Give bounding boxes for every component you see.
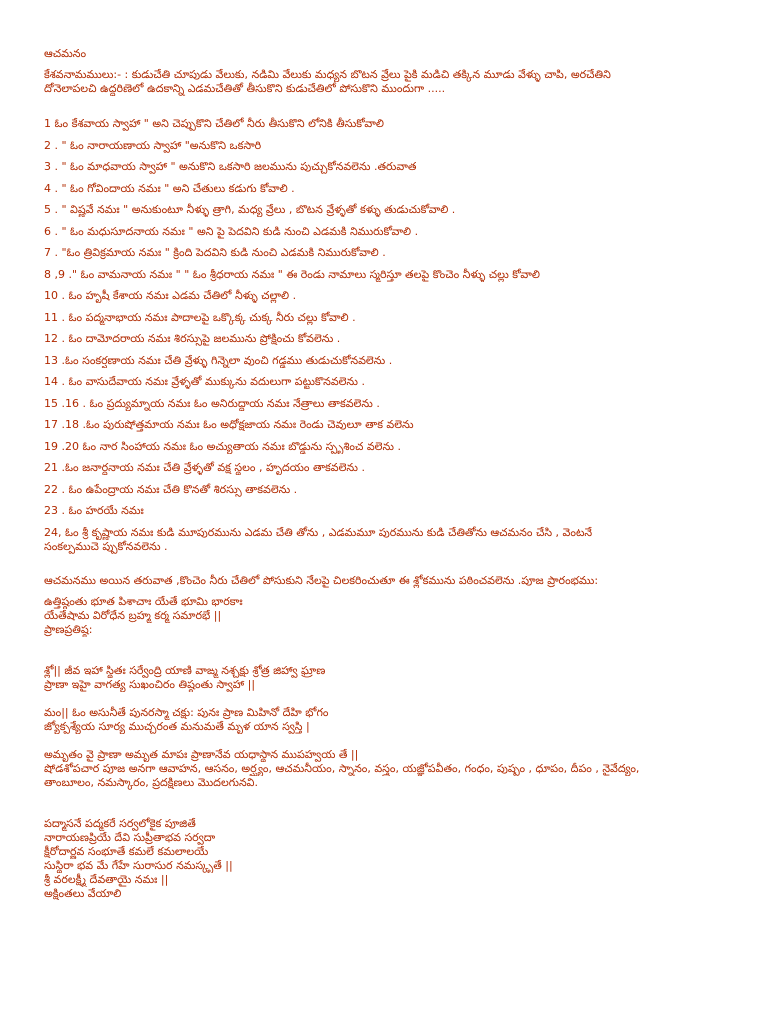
bhoota-shloka [44, 595, 734, 637]
shloka-line: ప్రాణా ఇహై వాగత్య సుఖంచిరం తిష్ఠంతు స్వాహా || [44, 677, 256, 691]
shloka-line: సుస్థిరా భవ మే గేహే సురాసుర నమస్కృతే || [44, 858, 233, 872]
step-item: 17 .18 .ఓం పురుషోత్తమాయ నమః ఓం అధోక్షజాయ నమః రెండు చెవులూ తాక వలెను [44, 418, 414, 431]
shodashopachara-line: షోడశోపచార పూజ అనగా ఆవాహన, ఆసనం, అర్ఘ్యం, ఆచమనీయం, స్నానం, వస్త్రం, యజ్ఞోపవీతం, గంధం, పుష్పం , ధూపం, దీపం , నైవేద్యం, [44, 761, 640, 775]
document-page [44, 47, 734, 901]
step-item: 12 . ఓం దామోదరాయ నమః శిరస్సుపై జలమును ప్రోక్షించు కోవలెను . [44, 332, 341, 345]
step-item: 19 .20 ఓం నార సింహాయ నమః ఓం అచ్యుతాయ నమః బొడ్డును స్పృశించ వలెను . [44, 439, 401, 453]
keshava-nama-list [44, 117, 734, 554]
after-achamanam-instruction: ఆచమనము అయిన తరువాత ,కొంచెం నీరు చేతిలో పోసుకుని నేలపై చిలకరించుతూ ఈ శ్లోకమును పఠించవలెను .పూజ ప్రారంభము: [44, 573, 599, 587]
shloka-line: మం|| ఓం అసునీతే పునరస్మా చక్షు: పునః ప్రాణ మిహినో దేహి భోగం [44, 705, 329, 719]
page-title: ఆచమనం [44, 47, 87, 60]
step-item: 3 . " ఓం మాధవాయ స్వాహా " అనుకొని ఒకసారి జలమును పుచ్చుకోనవలెను .తరువాత [44, 160, 417, 173]
shloka-line: పద్మాసనే పద్మకరే సర్వలోకైక పూజితే [44, 816, 196, 830]
step-item: 22 . ఓం ఉపేంద్రాయ నమః చేతి కొనతో శిరస్సు తాకవలెను . [44, 482, 298, 496]
step-item: 8 ,9 ." ఓం వామనాయ నమః " " ఓం శ్రీధరాయ నమః " ఈ రెండు నామాలు స్మరిస్తూ తలపై కొంచెం నీళ్ళు చల్లు కోవాలి [44, 267, 540, 281]
step-item: 15 .16 . ఓం ప్రద్యుమ్నాయ నమః ఓం అనిరుద్ధాయ నమః నేత్రాలు తాకవలెను . [44, 396, 380, 410]
step-item-24 [44, 526, 734, 554]
step-item: 10 . ఓం హృషీ కేశాయ నమః ఎడమ చేతిలో నీళ్ళు చల్లాలి . [44, 289, 297, 302]
shloka-line: నారాయణప్రియే దేవి సుప్రీతాభవ సర్వదా [44, 830, 216, 844]
step-item: 7 . "ఓం త్రివిక్రమాయ నమః " క్రింది పెదవిని కుడి నుంచి ఎడమకి నిమురుకోవాలి . [44, 246, 386, 259]
intro-line: కేశవనామములు:- : కుడుచేతి చూపుడు వేలుకు, నడిమి వేలుకు మధ్యన బొటన వ్రేలు పైకి మడిచి తక్కిన మూడు వేళ్ళు చాపి, అరచేతిని [44, 68, 611, 81]
step-item: 2 . " ఓం నారాయణాయ స్వాహా "అనుకొని ఒకసారి [44, 138, 262, 152]
prana-pratishtha-shloka-3 [44, 748, 734, 790]
step-item: 14 . ఓం వాసుదేవాయ నమః వ్రేళ్ళతో ముక్కును వదులుగా పట్టుకొనవలెను . [44, 375, 365, 388]
lakshmi-shloka [44, 817, 734, 901]
step-item: 23 . ఓం హరయే నమః [44, 504, 144, 517]
shloka-line: జ్యోక్పశ్యేయ సూర్య ముచ్చరంత మనుమతే మృళ యాన స్వస్తి | [44, 719, 310, 733]
shloka-line: శ్రీ వరలక్ష్మీ దేవతాయై నమః || [44, 872, 169, 886]
intro-paragraph [44, 68, 734, 96]
shloka-line: అమృతం వై ప్రాణా అమృత మాపః ప్రాణానేవ యధాస్థాన ముపహ్వయ తే || [44, 747, 359, 761]
intro-line: దోనెలాపలచి ఉద్ధరిణెలో ఉదకాన్ని ఎడమచేతితో తీసుకొని కుడుచేతిలో పోసుకొని ముందుగా ..... [44, 82, 446, 95]
step-item: 1 ఓం కేశవాయ స్వాహా " అని చెప్పుకొని చేతిలో నీరు తీసుకొని లోనికి తీసుకోవాలి [44, 117, 384, 130]
step-item: 13 .ఓం సంకర్షణాయ నమః చేతి వ్రేళ్ళు గిన్నెలా వుంచి గడ్డము తుడుచుకోనవలెను . [44, 353, 393, 367]
step-item: 5 . " విష్ణవే నమః " అనుకుంటూ నీళ్ళు త్రాగి, మధ్య వ్రేలు , బొటన వ్రేళ్ళతో కళ్ళు తుడుచుకోవాలి . [44, 203, 456, 216]
step-item: 4 . " ఓం గోవిందాయ నమః " అని చేతులు కడుగు కోవాలి . [44, 181, 295, 195]
prana-pratishtha-shloka-2 [44, 706, 734, 734]
shloka-line: శ్లో|| జీవ ఇహా స్థితః సర్వేంద్రి యాణి వాఙ్మ నశ్చక్షు శ్రోత్ర జిహ్వా ఘ్రాణ [44, 663, 326, 677]
shloka-line: ఉత్తిష్ఠంతు భూత పిశాచాః యేతే భూమి భారకాః [44, 594, 243, 608]
step-line: సంకల్పముచె ప్పుకోనవలెను . [44, 539, 168, 553]
step-item: 6 . " ఓం మధుసూదనాయ నమః " అని పై పెదవిని కుడి నుంచి ఎడమకి నిమురుకోవాలి . [44, 224, 419, 238]
shloka-line: అక్షింతలు వేయాలి [44, 886, 122, 900]
shodashopachara-line: తాంబూలం, నమస్కారం, ప్రదక్షిణలు మొదలగునవి. [44, 775, 258, 789]
shloka-line: యేతేషామ విరోధేన బ్రహ్మ కర్మ సమారభే || [44, 608, 222, 622]
step-item: 21 .ఓం జనార్ధనాయ నమః చేతి వ్రేళ్ళతో వక్ష స్థలం , హృదయం తాకవలెను . [44, 461, 365, 474]
shloka-line: క్షీరోదార్ణవ సంభూతే కమలే కమలాలయే [44, 844, 209, 858]
prana-pratishtha-shloka-1 [44, 664, 734, 692]
step-line: 24, ఓం శ్రీ కృష్ణాయ నమః కుడి మూపురమును ఎడమ చేతి తోను , ఎడమమూ పురమును కుడి చేతితోను ఆచమనం చేసి , వెంటనే [44, 525, 593, 539]
section-heading: ప్రాణప్రతిష్ఠ: [44, 622, 93, 636]
step-item: 11 . ఓం పద్మనాభాయ నమః పాదాలపై ఒక్కొక్క చుక్క నీరు చల్లు కోవాలి . [44, 310, 356, 324]
